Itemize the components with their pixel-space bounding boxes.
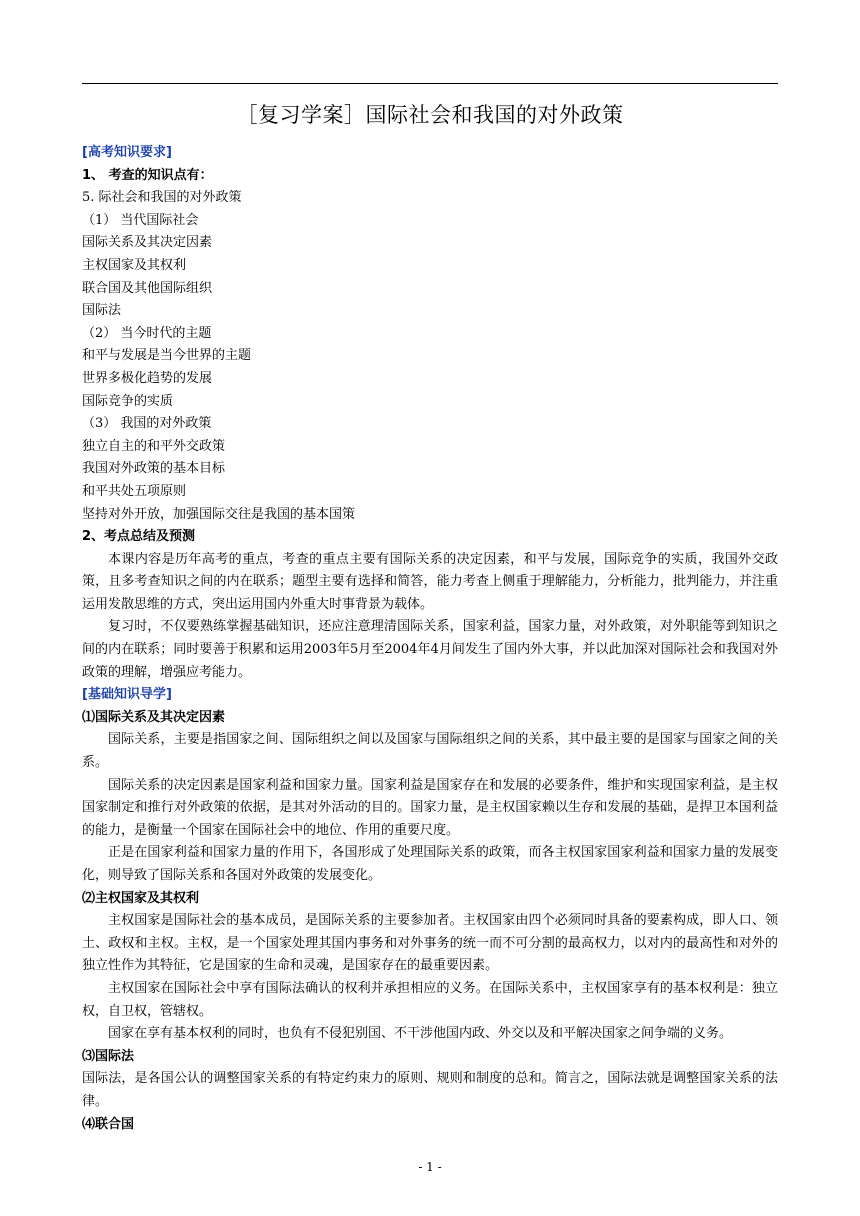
body-paragraph: 国际关系，主要是指国家之间、国际组织之间以及国家与国际组织之间的关系，其中最主要的是国家与国家之间的关系。 [82,732,778,771]
heading-united-nations: ⑷联合国 [82,1116,135,1132]
list-item: 5. 际社会和我国的对外政策 [82,190,242,206]
list-item: 国际关系及其决定因素 [82,235,213,251]
heading-international-law: ⑶国际法 [82,1048,135,1064]
section-header-basic-knowledge: [基础知识导学] [82,687,172,703]
list-item: 联合国及其他国际组织 [82,280,213,296]
knowledge-points-title: 1、 考查的知识点有： [82,167,213,183]
summary-paragraph: 复习时，不仅要熟练掌握基础知识，还应注意理清国际关系，国家利益，国家力量，对外政策，对外职能等到知识之间的内在联系；同时要善于积累和运用2003年5月至2004年4月间发生了国内外大事，并以此加深对国际社会和我国对外政策的理解，增强应考能力。 [82,619,778,680]
list-item: 世界多极化趋势的发展 [82,370,213,386]
body-paragraph: 国际关系的决定因素是国家利益和国家力量。国家利益是国家存在和发展的必要条件，维护和实现国家利益，是主权国家制定和推行对外政策的依据，是其对外活动的目的。国家力量，是主权国家赖以生存和发展的基础，是捍卫本国利益的能力，是衡量一个国家在国际社会中的地位、作用的重要尺度。 [82,777,778,838]
list-item: 国际法 [82,303,122,319]
list-item: （2） 当今时代的主题 [82,325,212,341]
list-item: 我国对外政策的基本目标 [82,461,226,477]
list-item: （1） 当代国际社会 [82,212,199,228]
body-paragraph: 主权国家是国际社会的基本成员，是国际关系的主要参加者。主权国家由四个必须同时具备的要素构成，即人口、领土、政权和主权。主权，是一个国家处理其国内事务和对外事务的统一而不可分割的最高权力，以对内的最高性和对外的独立性作为其特征，它是国家的生命和灵魂，是国家存在的最重要因素。 [82,913,778,974]
summary-title: 2、考点总结及预测 [82,529,196,545]
section-header-exam-requirements: [高考知识要求] [82,145,172,160]
list-item: 独立自主的和平外交政策 [82,438,226,454]
list-item: （3） 我国的对外政策 [82,416,212,432]
heading-sovereign-states: ⑵主权国家及其权利 [82,890,200,906]
page-title: ［复习学案］国际社会和我国的对外政策 [236,103,624,127]
body-paragraph: 国际法，是各国公认的调整国家关系的有特定约束力的原则、规则和制度的总和。简言之，国际法就是调整国家关系的法律。 [82,1071,778,1109]
body-paragraph: 正是在国家利益和国家力量的作用下，各国形成了处理国际关系的政策，而各主权国家国家利益和国家力量的发展变化，则导致了国际关系和各国对外政策的发展变化。 [82,845,778,883]
header-rule [82,83,778,84]
summary-paragraph: 本课内容是历年高考的重点，考查的重点主要有国际关系的决定因素，和平与发展，国际竞争的实质，我国外交政策，且多考查知识之间的内在联系；题型主要有选择和简答，能力考查上侧重于理解能力，分析能力，批判能力，并注重运用发散思维的方式，突出运用国内外重大时事背景为载体。 [82,551,778,612]
list-item: 和平共处五项原则 [82,483,187,499]
list-item: 国际竞争的实质 [82,393,174,409]
document-body [82,142,778,1136]
list-item: 坚持对外开放，加强国际交往是我国的基本国策 [82,506,356,522]
heading-international-relations: ⑴国际关系及其决定因素 [82,709,226,725]
list-item: 主权国家及其权利 [82,257,187,273]
body-paragraph: 主权国家在国际社会中享有国际法确认的权利并承担相应的义务。在国际关系中，主权国家享有的基本权利是：独立权，自卫权，管辖权。 [82,980,778,1019]
list-item: 和平与发展是当今世界的主题 [82,348,252,364]
body-paragraph: 国家在享有基本权利的同时，也负有不侵犯别国、不干涉他国内政、外交以及和平解决国家之间争端的义务。 [108,1026,733,1042]
page-number: - 1 - [418,1160,442,1174]
